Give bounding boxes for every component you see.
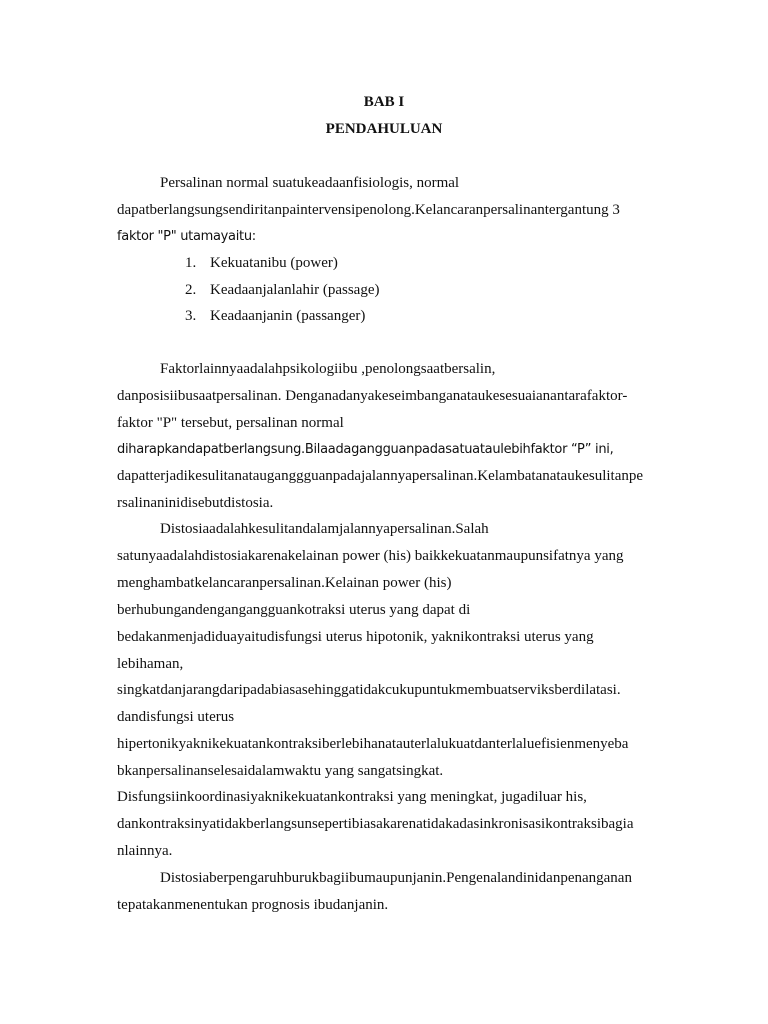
- paragraph-line: faktor "P" tersebut, persalinan normal: [117, 415, 344, 431]
- list-item: [185, 281, 380, 299]
- paragraph-line: danposisiibusaatpersalinan. Denganadanyakeseimbanganataukesesuaianantarafaktor-: [117, 388, 628, 404]
- paragraph-line: nlainnya.: [117, 843, 173, 859]
- paragraph-line: rsalinaninidisebutdistosia.: [117, 495, 274, 511]
- list-text: Kekuatanibu (power): [210, 255, 338, 271]
- paragraph-line: satunyaadalahdistosiakarenakelainan power (his) baikkekuatanmaupunsifatnya yang: [117, 548, 624, 564]
- paragraph-line: hipertonikyaknikekuatankontraksiberlebihanatauterlalukuatdanterlaluefisienmenyeba: [117, 736, 629, 752]
- paragraph-line: Faktorlainnyaadalahpsikologiibu ,penolongsaatbersalin,: [160, 361, 496, 377]
- paragraph-line: diharapkandapatberlangsung.Bilaadagangguanpadasatuataulebihfaktor “P” ini,: [117, 442, 614, 457]
- paragraph-line: Distosiaadalahkesulitandalamjalannyapersalinan.Salah: [160, 521, 489, 537]
- list-number: 2.: [185, 282, 197, 298]
- paragraph-line: berhubungandengangangguankotraksi uterus yang dapat di: [117, 602, 471, 618]
- paragraph-line: singkatdanjarangdaripadabiasasehinggatidakcukupuntukmembuatserviksberdilatasi.: [117, 682, 621, 698]
- paragraph-line: Disfungsiinkoordinasiyaknikekuatankontraksi yang meningkat, jugadiluar his,: [117, 789, 587, 805]
- paragraph-line: lebihaman,: [117, 656, 184, 672]
- paragraph-line: bkanpersalinanselesaidalamwaktu yang sangatsingkat.: [117, 763, 444, 779]
- list-number: 3.: [185, 308, 197, 324]
- paragraph-line: dankontraksinyatidakberlangsunsepertibiasakarenatidakadasinkronisasikontraksibagia: [117, 816, 634, 832]
- paragraph-line: menghambatkelancaranpersalinan.Kelainan power (his): [117, 575, 452, 591]
- list-item: [185, 254, 338, 272]
- list-text: Keadaanjalanlahir (passage): [210, 282, 380, 298]
- paragraph-line: dapatterjadikesulitanatauganggguanpadajalannyapersalinan.Kelambatanataukesulitanpe: [117, 468, 644, 484]
- paragraph-line: dandisfungsi uterus: [117, 709, 235, 725]
- chapter-title: BAB I: [363, 94, 405, 110]
- paragraph-line: dapatberlangsungsendiritanpaintervensipenolong.Kelancaranpersalinantergantung 3: [117, 202, 620, 218]
- paragraph-line: bedakanmenjadiduayaitudisfungsi uterus hipotonik, yaknikontraksi uterus yang: [117, 629, 594, 645]
- paragraph-line: Distosiaberpengaruhburukbagiibumaupunjanin.Pengenalandinidanpenanganan: [160, 870, 632, 886]
- paragraph-line: Persalinan normal suatukeadaanfisiologis, normal: [160, 175, 460, 191]
- list-number: 1.: [185, 255, 197, 271]
- chapter-subtitle: PENDAHULUAN: [325, 121, 443, 137]
- paragraph-line: tepatakanmenentukan prognosis ibudanjanin.: [117, 897, 389, 913]
- list-item: [185, 307, 365, 325]
- list-text: Keadaanjanin (passanger): [210, 308, 366, 324]
- paragraph-line: faktor "P" utamayaitu:: [117, 229, 256, 244]
